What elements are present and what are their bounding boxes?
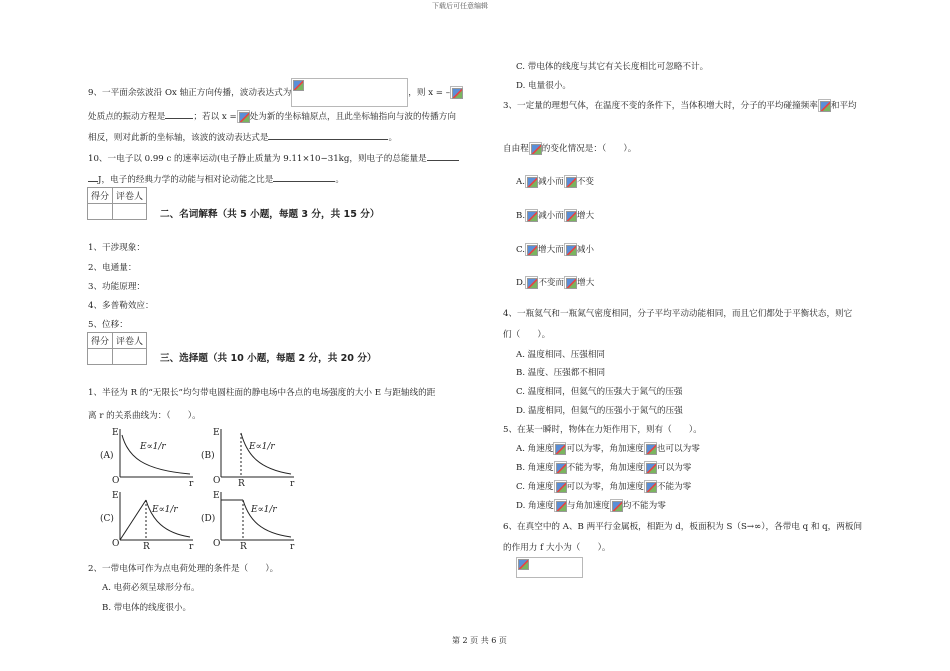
formula-image <box>237 110 250 123</box>
graph-y-label: E <box>213 491 220 501</box>
image-placeholder-icon <box>527 177 538 188</box>
formula-image <box>554 461 567 474</box>
grader-label: 评卷人 <box>113 188 147 204</box>
answer-blank[interactable] <box>165 109 193 119</box>
graph-y-label: E <box>213 428 220 438</box>
formula-image <box>564 209 577 222</box>
c2-option-d[interactable]: D. 电量很小。 <box>516 81 572 91</box>
image-placeholder-icon <box>566 245 577 256</box>
graph-radius-label: R <box>240 542 247 552</box>
c3-text-1: 3、一定量的理想气体，在温度不变的条件下，当体积增大时，分子的平均碰撞频率 <box>503 101 818 111</box>
image-placeholder-icon <box>556 501 567 512</box>
c3-text-2: 自由程 <box>503 144 529 154</box>
formula-image <box>554 499 567 512</box>
graph-curve-label: E∝1/r <box>249 442 275 452</box>
graph-a <box>98 425 198 488</box>
q9-line3: 相反，则对此新的坐标轴，该波的波动表达式是 。 <box>88 130 397 143</box>
c3-text-1b: 和平均 <box>830 101 857 111</box>
c3-option-d[interactable]: D. 不变而 增大 <box>516 278 595 288</box>
graph-curve-label: E∝1/r <box>140 442 166 452</box>
c3-option-a[interactable]: A. 减小而 不变 <box>516 177 594 187</box>
c6-line2: 的作用力 f 大小为（ ）。 <box>503 543 611 553</box>
image-placeholder-icon <box>556 482 567 493</box>
formula-image <box>818 99 831 112</box>
term-item: 5、位移： <box>88 320 128 330</box>
image-placeholder-icon <box>556 463 567 474</box>
graph-origin: O <box>213 476 221 486</box>
formula-image <box>564 175 577 188</box>
formula-image <box>564 243 577 256</box>
graph-origin: O <box>112 539 120 549</box>
score-label: 得分 <box>88 333 113 349</box>
graph-y-label: E <box>112 491 119 501</box>
term-item: 2、电通量： <box>88 263 137 273</box>
graph-x-label: r <box>189 479 194 489</box>
q9-text-1a: 9、一平面余弦波沿 Ox 轴正方向传播，波动表达式为 <box>88 88 292 98</box>
q10-text-2: J，电子的经典力学的动能与相对论动能之比是 <box>98 175 274 185</box>
formula-image <box>644 442 657 455</box>
graph-x-label: r <box>290 542 295 552</box>
graph-x-label: r <box>189 542 194 552</box>
image-placeholder-icon <box>452 88 463 99</box>
graph-c <box>98 488 198 551</box>
c3-line2 <box>503 142 636 155</box>
c4-option-d[interactable]: D. 温度相同，但氦气的压强小于氮气的压强 <box>516 406 683 416</box>
formula-image <box>610 499 623 512</box>
c2-stem: 2、一带电体可作为点电荷处理的条件是（ ）。 <box>88 564 279 574</box>
image-placeholder-icon <box>820 101 831 112</box>
formula-image <box>644 461 657 474</box>
formula-image <box>554 480 567 493</box>
formula-image <box>525 243 538 256</box>
q9-text-2c: 处为新的坐标轴原点，且此坐标轴指向与波的传播方向 <box>249 112 456 122</box>
graph-origin: O <box>112 476 120 486</box>
q9-text-1b: ，则 x = – <box>408 88 451 98</box>
formula-image <box>529 142 542 155</box>
graph-curve-label: E∝1/r <box>152 505 178 515</box>
q10-text-1: 10、一电子以 0.99 c 的速率运动(电子静止质量为 9.11×10−31kg，则电子的总能量是 <box>88 154 427 164</box>
image-placeholder-icon <box>239 112 250 123</box>
page-header: 下载后可任意编辑 <box>432 2 488 10</box>
graph-option-label: (D) <box>201 514 216 524</box>
formula-image <box>525 175 538 188</box>
formula-image <box>516 557 583 578</box>
c2-option-c[interactable]: C. 带电体的线度与其它有关长度相比可忽略不计。 <box>516 62 709 72</box>
q10-line1 <box>88 151 459 164</box>
image-placeholder-icon <box>646 444 657 455</box>
image-placeholder-icon <box>566 211 577 222</box>
graph-option-label: (B) <box>201 451 215 461</box>
image-placeholder-icon <box>646 463 657 474</box>
q9-text-2a: 处质点的振动方程是 <box>88 112 166 122</box>
c4-line1: 4、一瓶氦气和一瓶氮气密度相同，分子平均平动动能相同，而且它们都处于平衡状态，则它 <box>503 309 853 319</box>
score-table <box>87 187 147 220</box>
term-item: 3、功能原理： <box>88 282 146 292</box>
grader-cell[interactable] <box>113 204 147 220</box>
image-placeholder-icon <box>566 177 577 188</box>
c6-formula <box>516 557 583 578</box>
q9-text-3: 相反，则对此新的坐标轴，该波的波动表达式是 <box>88 133 269 143</box>
graph-y-label: E <box>112 428 119 438</box>
c1-line2: 离 r 的关系曲线为：（ ）。 <box>88 411 201 421</box>
q9-text-2b: ；若以 x = <box>193 112 237 122</box>
image-placeholder-icon <box>555 444 566 455</box>
graph-b <box>199 425 299 488</box>
image-placeholder-icon <box>527 245 538 256</box>
graph-x-label: r <box>290 479 295 489</box>
section-3-title: 三、选择题（共 10 小题，每题 2 分，共 20 分） <box>160 353 377 364</box>
formula-image <box>525 209 538 222</box>
c5-option-b[interactable]: B. 角速度 不能为零，角加速度 可以为零 <box>516 463 692 473</box>
score-cell[interactable] <box>88 204 113 220</box>
c5-option-d[interactable]: D. 角速度 与角加速度 均不能为零 <box>516 501 666 511</box>
c3-option-b[interactable]: B. 减小而 增大 <box>516 211 595 221</box>
q10-line2: J，电子的经典力学的动能与相对论动能之比是 。 <box>88 172 344 185</box>
c5-option-c[interactable]: C. 角速度 可以为零，角加速度 不能为零 <box>516 482 692 492</box>
graph-radius-label: R <box>143 542 150 552</box>
image-placeholder-icon <box>293 80 304 91</box>
formula-image <box>553 442 566 455</box>
formula-image <box>564 276 577 289</box>
c4-line2: 们（ ）。 <box>503 330 551 340</box>
image-placeholder-icon <box>646 482 657 493</box>
grader-cell[interactable] <box>113 349 147 365</box>
answer-blank[interactable] <box>268 130 388 140</box>
c5-option-a[interactable]: A. 角速度 可以为零，角加速度 也可以为零 <box>516 444 700 454</box>
formula-image <box>450 86 463 99</box>
image-placeholder-icon <box>518 559 529 570</box>
graph-curve-label: E∝1/r <box>251 505 277 515</box>
c3-line1 <box>503 99 857 112</box>
answer-blank[interactable] <box>427 151 459 161</box>
image-placeholder-icon <box>527 278 538 289</box>
c1-line1: 1、半径为 R 的“无限长”均匀带电圆柱面的静电场中各点的电场强度的大小 E 与距轴线的距 <box>88 388 436 398</box>
score-table <box>87 332 147 365</box>
score-cell[interactable] <box>88 349 113 365</box>
q9-line2 <box>88 109 456 123</box>
graph-d <box>199 488 299 551</box>
c3-text-2b: 的变化情况是：（ ）。 <box>541 144 637 154</box>
answer-blank[interactable] <box>88 172 98 182</box>
c5-stem: 5、在某一瞬时，物体在力矩作用下，则有（ ）。 <box>503 425 702 435</box>
graph-option-label: (C) <box>100 514 114 524</box>
c3-option-c[interactable]: C. 增大而 减小 <box>516 245 595 255</box>
formula-image <box>291 78 408 107</box>
c4-option-a[interactable]: A. 温度相同、压强相同 <box>516 350 606 360</box>
answer-blank[interactable] <box>273 172 335 182</box>
c4-option-c[interactable]: C. 温度相同，但氦气的压强大于氮气的压强 <box>516 387 683 397</box>
image-placeholder-icon <box>527 211 538 222</box>
page-footer: 第 2 页 共 6 页 <box>452 636 507 645</box>
formula-image <box>525 276 538 289</box>
image-placeholder-icon <box>566 278 577 289</box>
graph-origin: O <box>213 539 221 549</box>
grader-label: 评卷人 <box>113 333 147 349</box>
score-label: 得分 <box>88 188 113 204</box>
graph-option-label: (A) <box>100 451 114 461</box>
graph-radius-label: R <box>238 479 245 489</box>
term-item: 4、多普勒效应： <box>88 301 154 311</box>
c4-option-b[interactable]: B. 温度、压强都不相同 <box>516 368 606 378</box>
c2-option-b[interactable]: B. 带电体的线度很小。 <box>102 603 192 613</box>
section-2-title: 二、名词解释（共 5 小题，每题 3 分，共 15 分） <box>160 209 380 220</box>
image-placeholder-icon <box>612 501 623 512</box>
image-placeholder-icon <box>531 144 542 155</box>
term-item: 1、干涉现象： <box>88 243 146 253</box>
formula-image <box>644 480 657 493</box>
c2-option-a[interactable]: A. 电荷必须呈球形分布。 <box>102 583 200 593</box>
c6-line1: 6、在真空中的 A、B 两平行金属板，相距为 d，板面积为 S（S→∞），各带电 q 和 q，两板间 <box>503 522 863 532</box>
q9-line1 <box>88 78 463 107</box>
